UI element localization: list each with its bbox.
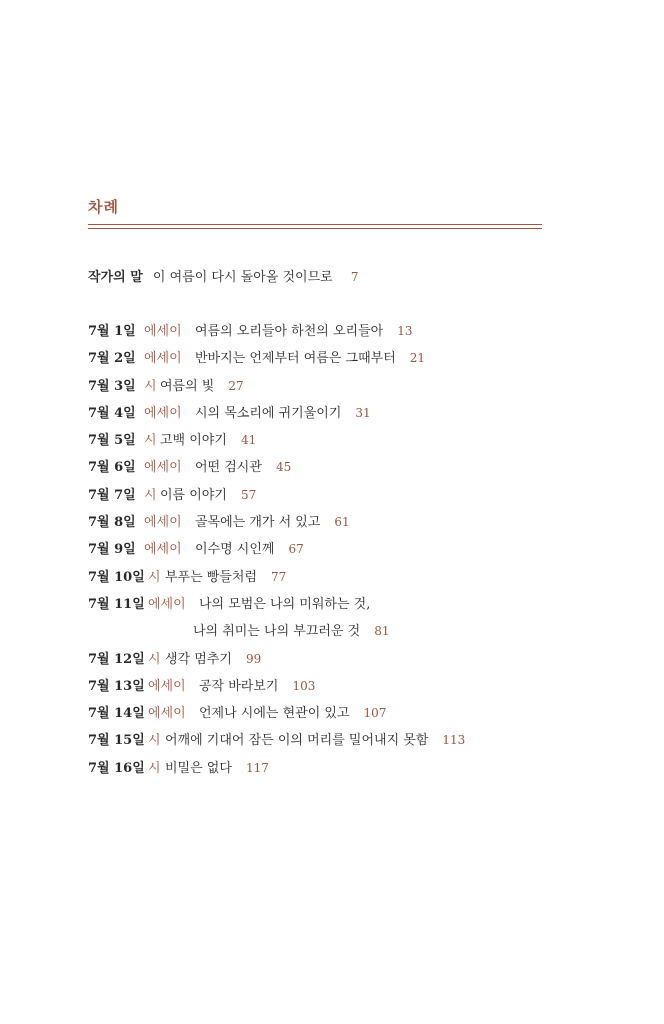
entry-kind: 에세이 — [148, 596, 186, 612]
entry-page-number: 41 — [240, 433, 257, 448]
entry-page-number: 107 — [363, 706, 387, 721]
entry-page-number: 113 — [442, 733, 466, 748]
toc-entry-0712[interactable] — [88, 648, 588, 675]
entry-title: 고백 이야기 41 — [160, 433, 257, 449]
entry-date: 7월 1일 — [88, 324, 136, 339]
toc-entry-0704[interactable] — [88, 402, 588, 429]
entry-kind: 시 — [144, 433, 157, 449]
entry-kind: 에세이 — [148, 678, 186, 694]
heading-rule-top — [88, 224, 542, 225]
entry-kind: 시 — [148, 760, 161, 776]
entry-kind: 에세이 — [144, 405, 182, 421]
toc-entry-0701[interactable] — [88, 320, 588, 347]
entry-kind: 에세이 — [144, 542, 182, 558]
entry-date: 7월 5일 — [88, 433, 136, 449]
entry-title: 어떤 검시관 45 — [195, 460, 292, 476]
entry-kind: 에세이 — [144, 515, 182, 531]
entry-page-number: 61 — [334, 515, 350, 530]
entry-date: 7월 12일 — [88, 651, 145, 667]
entry-title: 여름의 오리들아 하천의 오리들아 13 — [195, 324, 413, 339]
toc-entry-0708[interactable] — [88, 511, 588, 538]
toc-entry-0715[interactable] — [88, 729, 588, 756]
entry-date: 7월 7일 — [88, 487, 136, 503]
entry-title: 생각 멈추기 99 — [165, 651, 262, 667]
entry-kind: 시 — [148, 569, 161, 585]
entry-page-number: 31 — [355, 405, 371, 420]
entry-page-number: 45 — [275, 460, 292, 475]
entry-title: 비밀은 없다 117 — [165, 760, 269, 776]
entry-page-number: 27 — [228, 378, 244, 393]
preface-page-number: 7 — [350, 270, 359, 284]
entry-date: 7월 13일 — [88, 678, 145, 694]
entry-kind: 시 — [148, 733, 161, 749]
toc-entry-0703[interactable] — [88, 375, 588, 402]
entry-kind: 시 — [144, 487, 157, 503]
entry-title: 골목에는 개가 서 있고 61 — [195, 515, 350, 531]
toc-entry-0714[interactable] — [88, 702, 588, 729]
entry-date: 7월 16일 — [88, 760, 145, 776]
entry-title: 부푸는 빵들처럼 77 — [165, 569, 287, 585]
entry-title: 이름 이야기 57 — [160, 487, 257, 503]
toc-entry-0706[interactable] — [88, 456, 588, 483]
entry-page-number: 77 — [271, 569, 287, 584]
entry-title: 공작 바라보기 103 — [199, 678, 316, 694]
entry-date: 7월 4일 — [88, 405, 136, 421]
entry-page-number: 99 — [245, 651, 262, 666]
toc-entry-0709[interactable] — [88, 538, 588, 565]
toc-entry-0711[interactable] — [88, 593, 588, 648]
toc-entry-0707[interactable] — [88, 484, 588, 511]
toc-entry-0716[interactable] — [88, 757, 588, 784]
entry-date: 7월 14일 — [88, 706, 145, 722]
entry-date: 7월 2일 — [88, 351, 136, 367]
entry-title: 언제나 시에는 현관이 있고 107 — [199, 706, 387, 722]
toc-entry-0702[interactable] — [88, 347, 588, 374]
entry-kind: 에세이 — [148, 706, 186, 722]
entry-page-number: 13 — [397, 324, 413, 338]
preface-entry[interactable] — [88, 266, 358, 285]
entry-title: 이수명 시인께 67 — [195, 542, 304, 558]
entry-title: 시의 목소리에 귀기울이기 31 — [195, 405, 371, 421]
entry-date: 7월 6일 — [88, 460, 136, 476]
entry-title-line2: 나의 취미는 나의 부끄러운 것 81 — [193, 624, 390, 640]
entry-title: 나의 모범은 나의 미워하는 것, — [199, 596, 371, 612]
entry-kind: 에세이 — [144, 460, 182, 476]
entry-date: 7월 15일 — [88, 733, 145, 749]
heading-rule-bottom — [88, 228, 542, 229]
preface-title: 이 여름이 다시 돌아올 것이므로 — [152, 270, 333, 285]
entry-kind: 에세이 — [144, 324, 182, 339]
entry-page-number: 67 — [288, 542, 304, 557]
entry-page-number: 81 — [374, 624, 390, 639]
entry-title: 반바지는 언제부터 여름은 그때부터 21 — [195, 351, 426, 367]
toc-entry-0705[interactable] — [88, 429, 588, 456]
entry-kind: 에세이 — [144, 351, 182, 367]
entry-page-number: 103 — [292, 678, 316, 693]
entry-date: 7월 10일 — [88, 569, 145, 585]
entry-page-number: 117 — [245, 760, 269, 775]
preface-label: 작가의 말 — [88, 270, 143, 285]
entry-date: 7월 11일 — [88, 596, 145, 612]
toc-entry-0710[interactable] — [88, 566, 588, 593]
toc-entry-0713[interactable] — [88, 675, 588, 702]
entry-title: 어깨에 기대어 잠든 이의 머리를 밀어내지 못함 113 — [165, 733, 466, 749]
entry-date: 7월 3일 — [88, 378, 136, 394]
toc-entries-list — [88, 320, 588, 784]
toc-heading: 차례 — [88, 198, 119, 216]
entry-date: 7월 9일 — [88, 542, 136, 558]
entry-page-number: 21 — [409, 351, 426, 366]
entry-title: 여름의 빛 27 — [160, 378, 244, 394]
entry-kind: 시 — [148, 651, 161, 667]
entry-kind: 시 — [144, 378, 157, 394]
entry-date: 7월 8일 — [88, 515, 136, 531]
entry-page-number: 57 — [240, 487, 257, 502]
